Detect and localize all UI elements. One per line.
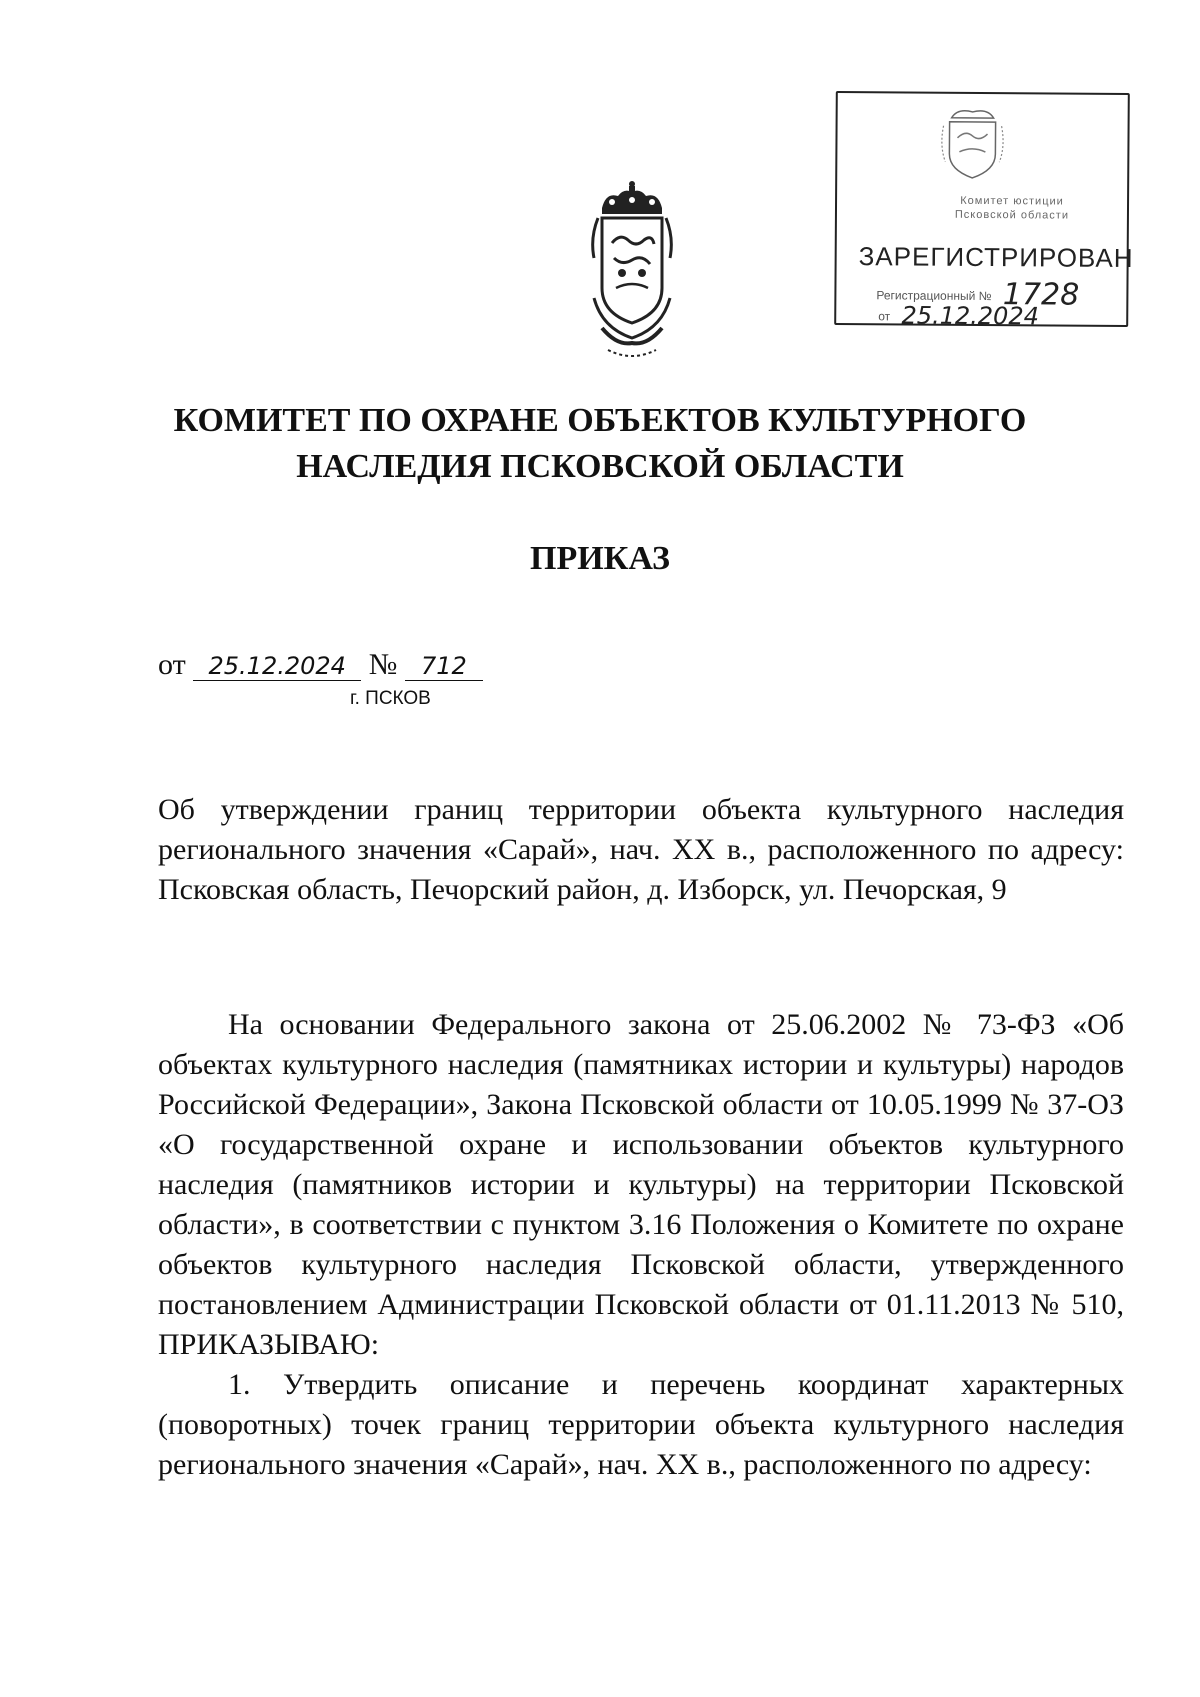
stamp-organization: [907, 193, 1117, 222]
order-city: г. ПСКОВ: [350, 688, 431, 709]
order-subject: Об утверждении границ территории объекта культурного наследия регионального значения «Сарай», нач. XX в., расположенного по адресу: Псковская область, Печорский район, д. Изборск, ул. Печорская, 9: [158, 793, 1124, 906]
stamp-date-value: 25.12.2024: [901, 301, 1040, 331]
stamp-org-line2: Псковской области: [954, 208, 1070, 222]
order-date-prefix: от: [158, 648, 186, 681]
body-paragraph-basis: На основании Федерального закона от 25.06.2002 № 73-ФЗ «Об объектах культурного наследия (памятниках истории и культуры) народов Российской Федерации», Закона Псковской области от 10.05.1999 № 37-ОЗ «О государственной охране и использовании объектов культурного наследия (памятников истории и культуры) на территории Псковской области», в соответствии с пунктом 3.16 Положения о Комитете по охране объектов культурного наследия Псковской области, утвержденного постановлением Администрации Псковской области от 01.11.2013 № 510, ПРИКАЗЫВАЮ:: [158, 1008, 1124, 1361]
registration-stamp: [834, 91, 1134, 331]
document-type: ПРИКАЗ: [530, 540, 670, 577]
stamp-org-line1: Комитет юстиции: [960, 194, 1064, 208]
order-number-value: 712: [405, 652, 483, 681]
organization-title: [100, 398, 1100, 490]
organization-title-line1: КОМИТЕТ ПО ОХРАНЕ ОБЪЕКТОВ КУЛЬТУРНОГО: [173, 402, 1027, 439]
order-date-number-line: [158, 648, 483, 682]
stamp-status: ЗАРЕГИСТРИРОВАН: [858, 241, 1134, 274]
stamp-coat-of-arms-icon: [937, 106, 1008, 186]
coat-of-arms-icon: [572, 178, 692, 368]
stamp-reg-label: Регистрационный №: [876, 288, 992, 304]
order-body: [158, 1005, 1124, 1485]
organization-title-line2: НАСЛЕДИЯ ПСКОВСКОЙ ОБЛАСТИ: [296, 448, 904, 485]
stamp-date: [878, 301, 1039, 330]
order-date-value: 25.12.2024: [193, 652, 361, 681]
stamp-date-label: от: [878, 309, 891, 324]
order-number-prefix: №: [368, 648, 398, 681]
stamp-reg-number: 1728: [1002, 277, 1080, 313]
body-paragraph-item-1: 1. Утвердить описание и перечень координат характерных (поворотных) точек границ территории объекта культурного наследия регионального значения «Сарай», нач. XX в., расположенного по адресу:: [158, 1368, 1124, 1481]
coat-of-arms-emblem: [572, 178, 692, 368]
